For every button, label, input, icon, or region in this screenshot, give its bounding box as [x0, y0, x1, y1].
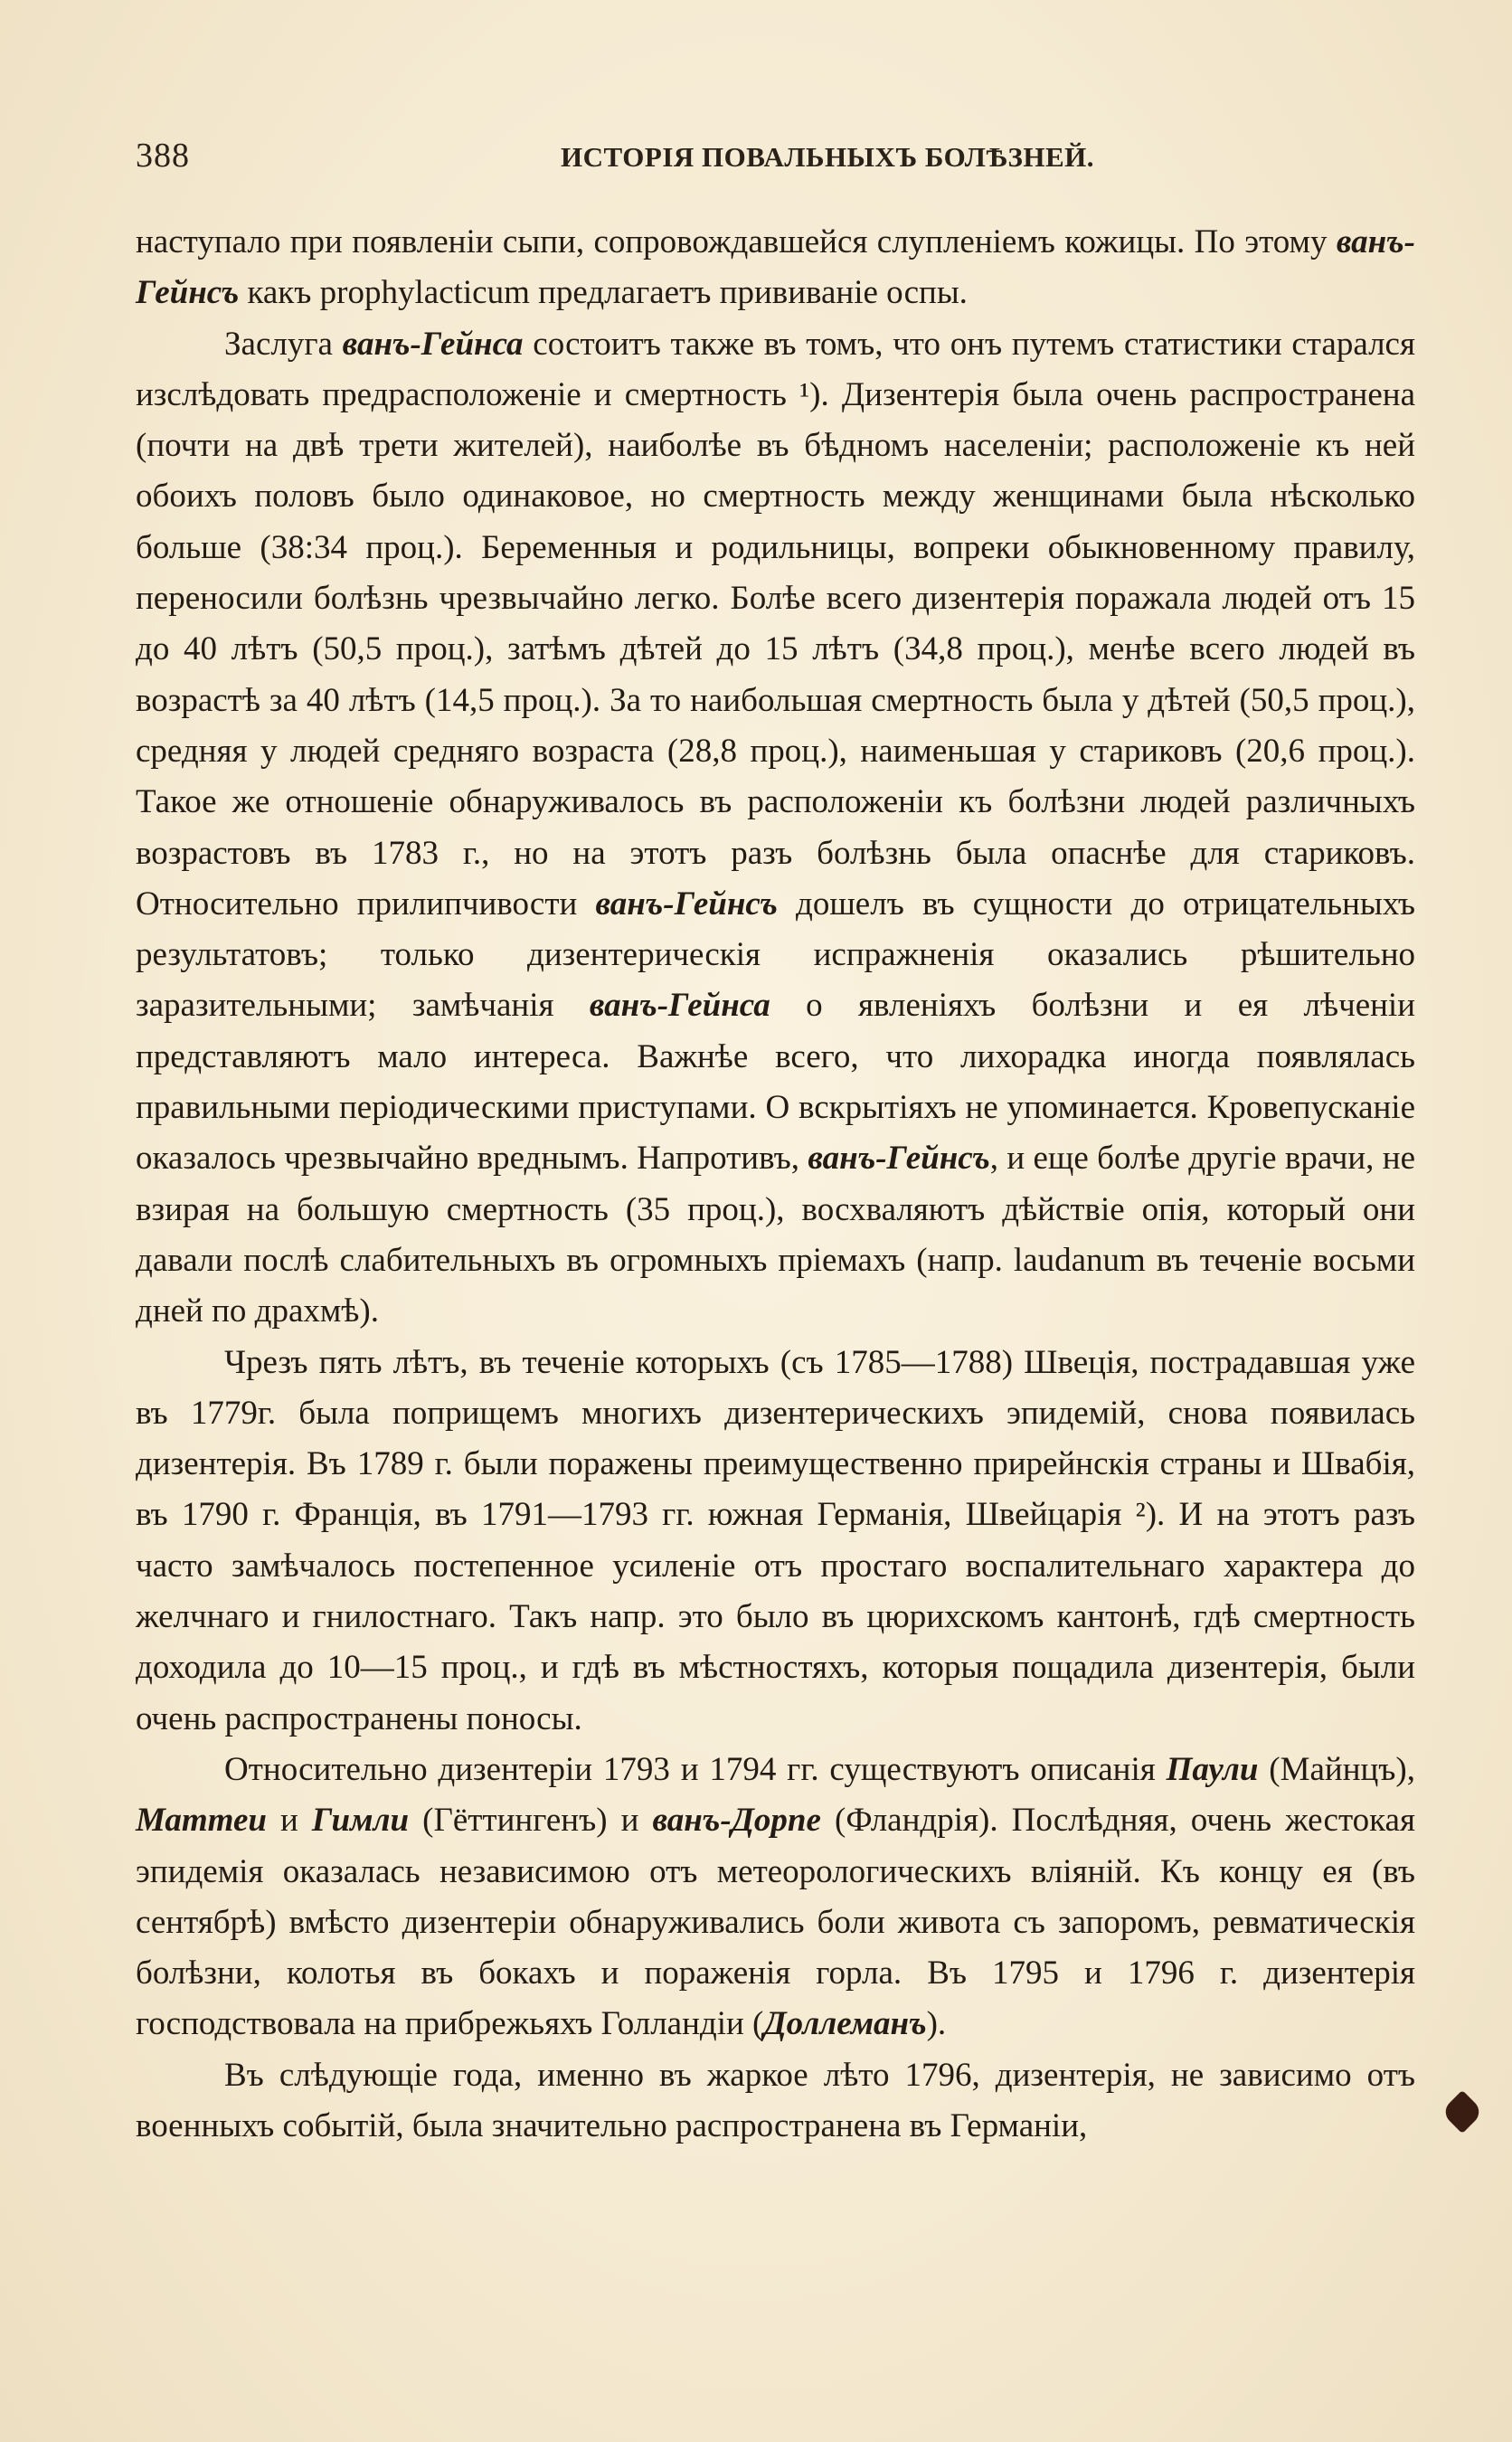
paragraph: [136, 2050, 1415, 2153]
text-run: (Гёттингенъ) и: [409, 1802, 653, 1840]
italic-name-run: Паули: [1166, 1750, 1259, 1788]
italic-name-run: ванъ-Дорпе: [652, 1802, 821, 1840]
italic-name-run: ванъ-Гейнсъ: [136, 223, 1415, 312]
text-run: о явленіяхъ болѣзни и ея лѣченіи представляютъ мало интереса. Важнѣе всего, что лихорадка иногда появлялась правильными періодическими приступами. О вскрытіяхъ не упоминается. Кровепусканіе оказалось чрезвычайно вреднымъ. Напротивъ,: [136, 987, 1415, 1178]
text-run: Чрезъ пять лѣтъ, въ теченіе которыхъ (съ 1785—1788) Швеція, пострадавшая уже въ 1779г. была поприщемъ многихъ дизентерическихъ эпидемій, снова появилась дизентерія. Въ 1789 г. были поражены преимущественно прирейнскія страны и Швабія, въ 1790 г. Франція, въ 1791—1793 гг. южная Германія, Швейцарія ²). И на этотъ разъ часто замѣчалось постепенное усиленіе отъ простаго воспалительнаго характера до желчнаго и гнилостнаго. Такъ напр. это было въ цюрихскомъ кантонѣ, гдѣ смертность доходила до 10—15 проц., и гдѣ въ мѣстностяхъ, которыя пощадила дизентерія, были очень распространены поносы.: [136, 1343, 1415, 1737]
italic-name-run: Доллеманъ: [763, 2005, 927, 2043]
text-run: (Фландрія). Послѣдняя, очень жестокая эпидемія оказалась независимою отъ метеорологическихъ вліяній. Къ концу ея (въ сентябрѣ) вмѣсто дизентеріи обнаруживались боли живота съ запоромъ, ревматическія болѣзни, колотья въ бокахъ и пораженія горла. Въ 1795 и 1796 г. дизентерія господствовала на прибрежьяхъ Голландіи (: [136, 1802, 1415, 2043]
text-run: дошелъ въ сущности до отрицательныхъ результатовъ; только дизентерическія испражненія оказались рѣшительно заразительными; замѣчанія: [136, 885, 1415, 1025]
page-header: [136, 136, 1420, 190]
italic-name-run: Гимли: [311, 1802, 410, 1840]
italic-name-run: ванъ-Гейнса: [342, 325, 524, 363]
paragraph: [136, 217, 1415, 319]
text-run: Въ слѣдующіе года, именно въ жаркое лѣто 1796, дизентерія, не зависимо отъ военныхъ событій, была значительно распространена въ Германіи,: [136, 2056, 1415, 2144]
text-run: и: [266, 1802, 312, 1840]
text-run: (Майнцъ),: [1258, 1750, 1416, 1788]
italic-name-run: ванъ-Гейнсъ: [595, 885, 778, 923]
italic-name-run: ванъ-Гейнсъ: [808, 1140, 990, 1178]
italic-name-run: Маттеи: [136, 1802, 267, 1840]
italic-name-run: ванъ-Гейнса: [589, 987, 770, 1025]
body-text: [136, 217, 1415, 2152]
running-head: ИСТОРІЯ ПОВАЛЬНЫХЪ БОЛѢЗНЕЙ.: [561, 141, 1094, 173]
text-run: какъ prophylacticum предлагаетъ прививаніе оспы.: [239, 274, 968, 312]
text-run: ).: [926, 2005, 947, 2043]
text-run: Относительно дизентеріи 1793 и 1794 гг. существуютъ описанія: [224, 1750, 1167, 1788]
paragraph: [136, 319, 1415, 1338]
paragraph: [136, 1745, 1415, 2050]
paragraph: [136, 1338, 1415, 1745]
text-run: Заслуга: [224, 325, 343, 363]
text-run: , и еще болѣе другіе врачи, не взирая на большую смертность (35 проц.), восхваляютъ дѣйствіе опія, который они давали послѣ слабительныхъ въ огромныхъ пріемахъ (напр. laudanum въ теченіе восьми дней по драхмѣ).: [136, 1140, 1415, 1330]
text-run: наступало при появленіи сыпи, сопровождавшейся слупленіемъ кожицы. По этому: [136, 223, 1337, 260]
ink-blot-mark: [1441, 2090, 1484, 2134]
page-number: 388: [136, 137, 190, 175]
text-run: состоитъ также въ томъ, что онъ путемъ статистики старался изслѣдовать предрасположеніе и смертность ¹). Дизентерія была очень распространена (почти на двѣ трети жителей), наиболѣе въ бѣдномъ населеніи; расположеніе къ ней обоихъ половъ было одинаковое, но смертность между женщинами была нѣсколько больше (38:34 проц.). Беременныя и родильницы, вопреки обыкновенному правилу, переносили болѣзнь чрезвычайно легко. Болѣе всего дизентерія поражала людей отъ 15 до 40 лѣтъ (50,5 проц.), затѣмъ дѣтей до 15 лѣтъ (34,8 проц.), менѣе всего людей въ возрастѣ за 40 лѣтъ (14,5 проц.). За то наибольшая смертность была у дѣтей (50,5 проц.), средняя у людей средняго возраста (28,8 проц.), наименьшая у стариковъ (20,6 проц.). Такое же отношеніе обнаруживалось въ расположеніи къ болѣзни людей различныхъ возрастовъ въ 1783 г., но на этотъ разъ болѣзнь была опаснѣе для стариковъ. Относительно прилипчивости: [136, 325, 1415, 923]
